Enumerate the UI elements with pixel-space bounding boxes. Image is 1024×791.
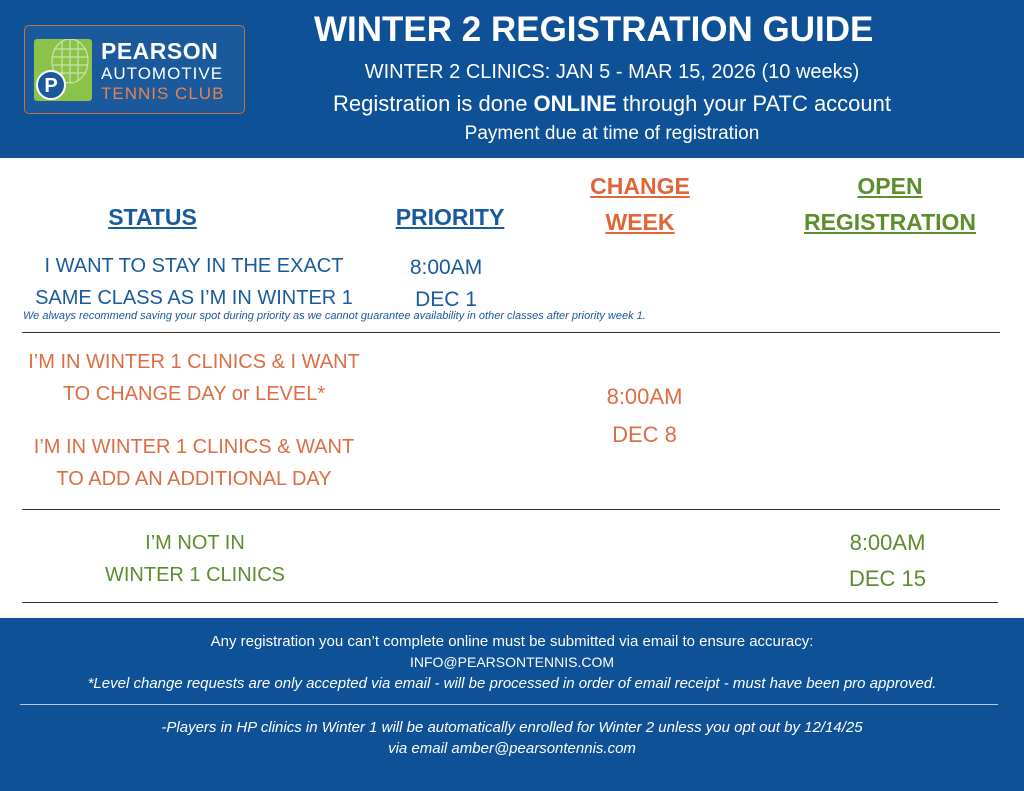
row2-change-time: 8:00AM: [606, 384, 683, 409]
row1-priority-time: 8:00AM: [409, 256, 483, 279]
open-registration-line2: REGISTRATION: [803, 209, 977, 235]
hp-clinics-note: -Players in HP clinics in Winter 1 will be automatically enrolled for Winter 2 unless you opt out by 12/14/25: [161, 719, 863, 736]
row-divider: [22, 332, 1000, 333]
row1-priority-date: DEC 1: [415, 288, 477, 311]
column-header-status: STATUS: [108, 204, 197, 230]
column-header-priority: PRIORITY: [395, 204, 505, 230]
footer-banner: [0, 618, 1024, 791]
row-divider: [22, 602, 998, 603]
row2-status-add-day: [4, 431, 384, 495]
row2-change-week: [572, 378, 717, 454]
row2-change-date: DEC 8: [612, 422, 677, 447]
tennis-racket-p-icon: [34, 39, 92, 101]
change-week-line1: CHANGE: [590, 173, 690, 199]
registration-text-pre: Registration is done: [332, 91, 534, 116]
email-submission-note: Any registration you can’t complete online must be submitted via email to ensure accuracy:: [210, 633, 814, 650]
row3-status-line1: I’M NOT IN: [145, 532, 245, 554]
open-registration-line1: OPEN: [857, 173, 923, 199]
row2-status-a-line2: TO CHANGE DAY or LEVEL*: [62, 383, 326, 405]
svg-text:P: P: [44, 75, 58, 97]
row3-status: [80, 527, 310, 591]
row3-status-line2: WINTER 1 CLINICS: [104, 564, 286, 586]
registration-online-emphasis: ONLINE: [533, 91, 617, 116]
header-banner: [0, 0, 1024, 158]
row3-open-time: 8:00AM: [849, 530, 926, 555]
column-header-change-week: [570, 168, 710, 240]
payment-note: Payment due at time of registration: [464, 123, 760, 144]
logo-text-automotive: AUTOMOTIVE: [101, 64, 224, 83]
club-logo: [24, 25, 245, 114]
footer-divider: [20, 704, 998, 705]
row2-status-change-day: [4, 346, 384, 410]
row-divider: [22, 509, 1000, 510]
row1-status-line1: I WANT TO STAY IN THE EXACT: [44, 255, 344, 277]
row2-status-a-line1: I’M IN WINTER 1 CLINICS & I WANT: [28, 351, 360, 373]
registration-text-post: through your PATC account: [616, 91, 891, 116]
row1-status-line2: SAME CLASS AS I’M IN WINTER 1: [35, 287, 353, 309]
logo-text-tennis-club: TENNIS CLUB: [101, 84, 225, 103]
row3-open-registration: [815, 525, 960, 597]
hp-opt-out-email: via email amber@pearsontennis.com: [388, 740, 636, 757]
row1-status: [14, 250, 374, 314]
row1-priority: [380, 252, 512, 316]
row2-status-b-line1: I’M IN WINTER 1 CLINICS & WANT: [33, 436, 355, 458]
priority-recommendation-note: We always recommend saving your spot during priority as we cannot guarantee availability in other classes after priority week 1.: [23, 310, 646, 322]
contact-email[interactable]: INFO@PEARSONTENNIS.COM: [409, 654, 614, 670]
level-change-note: *Level change requests are only accepted via email - will be processed in order of email receipt - must have been pro approved.: [87, 675, 937, 692]
row2-status-b-line2: TO ADD AN ADDITIONAL DAY: [56, 468, 332, 490]
logo-text-pearson: PEARSON: [101, 38, 219, 64]
page-title: WINTER 2 REGISTRATION GUIDE: [314, 10, 874, 49]
clinic-dates: WINTER 2 CLINICS: JAN 5 - MAR 15, 2026 (10 weeks): [364, 61, 860, 83]
row3-open-date: DEC 15: [848, 566, 927, 591]
column-header-open-registration: [790, 168, 990, 240]
registration-method: [270, 91, 954, 117]
change-week-line2: WEEK: [605, 209, 675, 235]
